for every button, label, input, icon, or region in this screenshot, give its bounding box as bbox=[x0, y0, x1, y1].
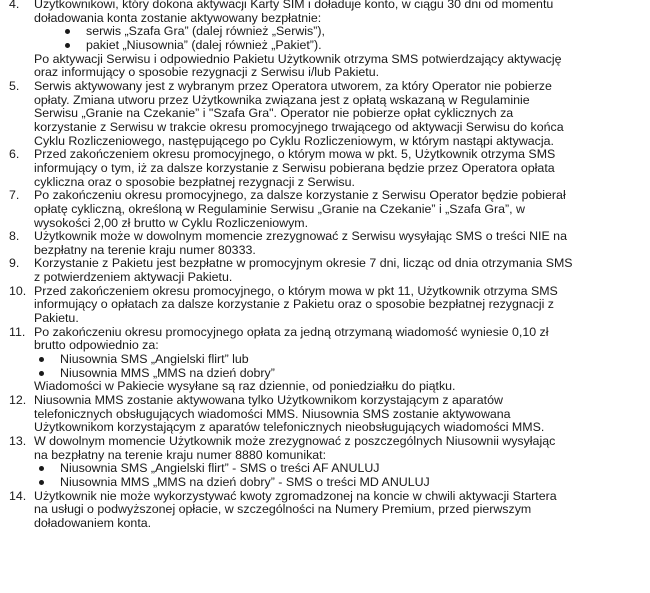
bullet-text: Niusownia MMS „MMS na dzień dobry” bbox=[60, 365, 275, 380]
bullet-icon bbox=[65, 43, 70, 48]
item-number: 10. bbox=[9, 283, 27, 298]
list-item bbox=[0, 490, 650, 531]
bullet-text: Niusownia SMS „Angielski flirt” - SMS o treści AF ANULUJ bbox=[60, 461, 380, 476]
item-text-line: opłatę cykliczną, określoną w Regulaminie Serwisu „Granie na Czekanie” i „Szafa Gra”, w bbox=[34, 201, 526, 216]
item-text-line: Serwis aktywowany jest z wybranym przez Operatora utworem, za który Operator nie pobierze bbox=[34, 78, 552, 93]
bullet-item bbox=[34, 462, 614, 476]
list-item bbox=[0, 0, 650, 80]
list-item bbox=[0, 148, 650, 189]
item-number: 6. bbox=[9, 147, 20, 162]
item-text-line: Wiadomości w Pakiecie wysyłane są raz dziennie, od poniedziałku do piątku. bbox=[34, 379, 456, 394]
item-number: 4. bbox=[9, 0, 20, 11]
item-text-line: Użytkownikom korzystającym z aparatów telefonicznych nieobsługujących wiadomości MMS. bbox=[34, 420, 545, 435]
item-text-line: Pakietu. bbox=[34, 311, 79, 326]
item-text-line: Użytkownik może w dowolnym momencie zrezygnować z Serwisu wysyłając SMS o treści NIE na bbox=[34, 229, 567, 244]
item-number: 9. bbox=[9, 256, 20, 271]
bullet-item bbox=[60, 25, 614, 39]
item-text-line: Przed zakończeniem okresu promocyjnego, o którym mowa w pkt. 5, Użytkownik otrzyma SMS bbox=[34, 147, 556, 162]
bullet-text: Niusownia MMS „MMS na dzień dobry” - SMS o treści MD ANULUJ bbox=[60, 474, 430, 489]
bullet-item bbox=[34, 353, 614, 367]
bullet-icon bbox=[39, 466, 44, 471]
item-text-line: W dowolnym momencie Użytkownik może zrezygnować z poszczególnych Niusownii wysyłając bbox=[34, 434, 556, 448]
item-number: 8. bbox=[9, 229, 20, 244]
item-text-line: doładowaniem konta. bbox=[34, 515, 152, 530]
bullet-icon bbox=[39, 371, 44, 376]
bullet-item bbox=[60, 39, 614, 53]
item-text-line: z potwierdzeniem aktywacji Pakietu. bbox=[34, 270, 233, 285]
item-number: 12. bbox=[9, 393, 27, 408]
bullet-icon bbox=[39, 480, 44, 485]
item-text-line: Użytkownik nie może wykorzystywać kwoty zgromadzonej na koncie w chwili aktywacji Startera bbox=[34, 488, 557, 503]
item-text-line: Niusownia MMS zostanie aktywowana tylko Użytkownikom korzystającym z aparatów bbox=[34, 393, 503, 408]
list-item bbox=[0, 230, 650, 257]
item-text-line: doładowania konta zostanie aktywowany bezpłatnie: bbox=[34, 10, 322, 25]
item-text-line: Cyklu Rozliczeniowego, następującego po Cyklu Rozliczeniowym, w którym nastąpi aktywacja. bbox=[34, 133, 554, 148]
item-text-line: Przed zakończeniem okresu promocyjnego, o którym mowa w pkt 11, Użytkownik otrzyma SMS bbox=[34, 283, 558, 298]
bullet-list bbox=[34, 25, 614, 52]
list-item bbox=[0, 394, 650, 435]
item-text-line: brutto odpowiednio za: bbox=[34, 338, 159, 353]
item-number: 7. bbox=[9, 188, 20, 203]
item-text-line: korzystanie z Serwisu w trakcie okresu promocyjnego trwającego od aktywacji Serwisu do końca bbox=[34, 119, 564, 134]
bullet-text: pakiet „Niusownia” (dalej również „Pakiet”). bbox=[86, 37, 322, 52]
item-text-line: informujący o opłatach za dalsze korzystanie z Pakietu oraz o sposobie bezpłatnej rezygnacji z bbox=[34, 297, 554, 312]
item-text-line: Korzystanie z Pakietu jest bezpłatne w promocyjnym okresie 7 dni, licząc od dnia otrzymania SMS bbox=[34, 256, 573, 271]
bullet-list bbox=[34, 462, 614, 489]
item-text-line: Serwisu „Granie na Czekanie” i "Szafa Gra". Operator nie pobierze opłat cyklicznych za bbox=[34, 106, 514, 121]
bullet-list bbox=[34, 353, 614, 380]
list-item bbox=[0, 80, 650, 148]
item-text-line: cykliczna oraz o sposobie bezpłatnej rezygnacji z Serwisu. bbox=[34, 174, 355, 189]
bullet-text: Niusownia SMS „Angielski flirt” lub bbox=[60, 352, 249, 367]
item-text-line: Po aktywacji Serwisu i odpowiednio Pakietu Użytkownik otrzyma SMS potwierdzający aktywację bbox=[34, 51, 562, 66]
item-text-line: Po zakończeniu okresu promocyjnego, za dalsze korzystanie z Serwisu Operator będzie pobierał bbox=[34, 188, 566, 203]
bullet-item bbox=[34, 476, 614, 490]
item-text-line: Po zakończeniu okresu promocyjnego opłata za jedną otrzymaną wiadomość wyniesie 0,10 zł bbox=[34, 324, 549, 339]
item-text-line: wysokości 2,00 zł brutto w Cyklu Rozliczeniowym. bbox=[34, 215, 309, 230]
item-text-line: informujący o tym, iż za dalsze korzystanie z Serwisu pobierana będzie przez Operatora opłata bbox=[34, 160, 555, 175]
list-item bbox=[0, 285, 650, 326]
item-text-line: telefonicznych obsługujących wiadomości MMS. Niusownia SMS zostanie aktywowana bbox=[34, 406, 511, 421]
list-item bbox=[0, 435, 650, 490]
item-number: 5. bbox=[9, 78, 20, 93]
item-number: 11. bbox=[9, 324, 26, 339]
list-item bbox=[0, 189, 650, 230]
list-item bbox=[0, 326, 650, 394]
item-text-line: opłaty. Zmiana utworu przez Użytkownika związana jest z opłatą wskazaną w Regulaminie bbox=[34, 92, 530, 107]
item-text-line: oraz informujący o sposobie rezygnacji z Serwisu i/lub Pakietu. bbox=[34, 65, 380, 80]
list-item bbox=[0, 257, 650, 284]
bullet-item bbox=[34, 367, 614, 381]
item-number: 14. bbox=[9, 488, 27, 503]
bullet-icon bbox=[65, 29, 70, 34]
item-text-line: na bezpłatny na terenie kraju numer 8880 komunikat: bbox=[34, 447, 327, 462]
item-number: 13. bbox=[9, 434, 27, 448]
bullet-icon bbox=[39, 357, 44, 362]
item-text-line: Użytkownikowi, który dokona aktywacji Karty SIM i doładuje konto, w ciągu 30 dni od momentu bbox=[34, 0, 554, 11]
bullet-text: serwis „Szafa Gra” (dalej również „Serwis”), bbox=[86, 24, 325, 39]
item-text-line: bezpłatny na terenie kraju numer 80333. bbox=[34, 242, 256, 257]
item-text-line: na usługi o podwyższonej opłacie, w szczególności na Numery Premium, przed pierwszym bbox=[34, 502, 532, 517]
